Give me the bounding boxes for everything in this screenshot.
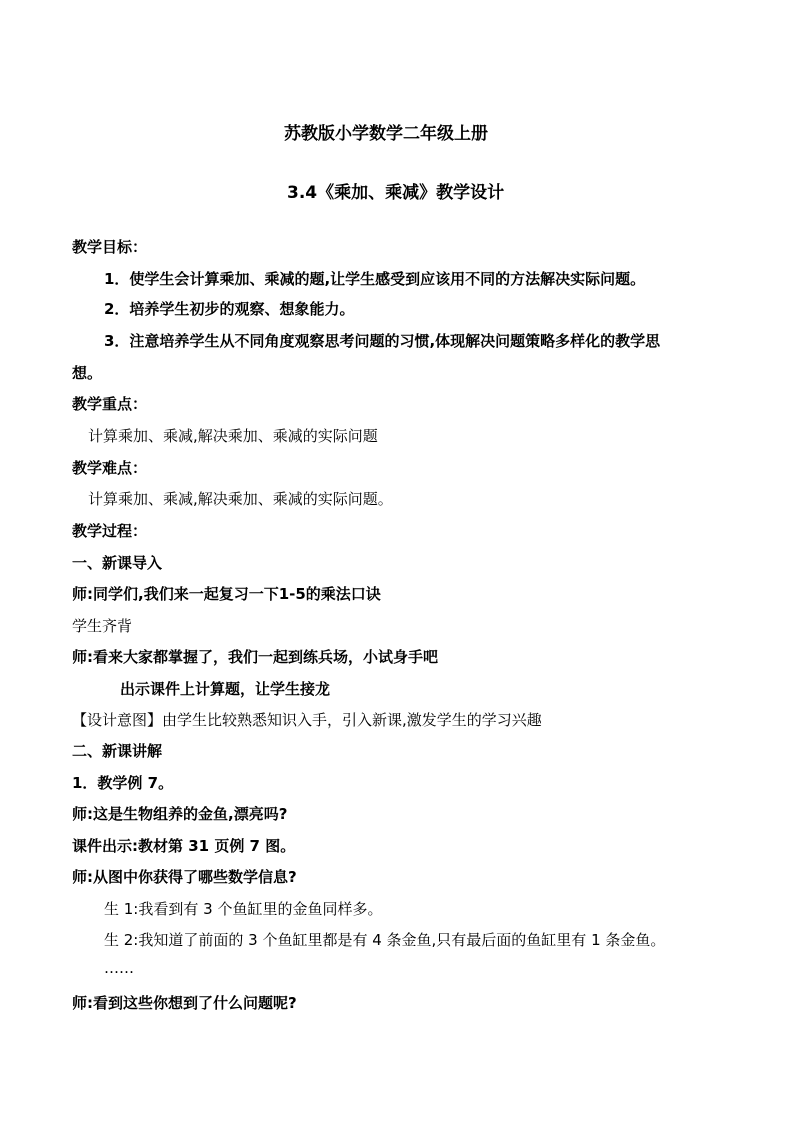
teacher-line-3: 师:这是生物组养的金鱼,漂亮吗?	[72, 805, 288, 823]
document-title: 苏教版小学数学二年级上册	[284, 124, 488, 144]
process-heading: 教学过程：	[72, 522, 148, 540]
courseware-display: 课件出示:教材第 31 页例 7 图。	[72, 837, 296, 855]
student-answer-1: 生 1:我看到有 3 个鱼缸里的金鱼同样多。	[104, 900, 383, 918]
key-points-text: 计算乘加、乘减,解决乘加、乘减的实际问题	[88, 427, 378, 445]
lesson-title: 3.4《乘加、乘减》教学设计	[287, 183, 505, 203]
difficult-points-text: 计算乘加、乘减,解决乘加、乘减的实际问题。	[88, 490, 393, 508]
goal-3-continued: 想。	[72, 364, 103, 382]
student-answer-2: 生 2:我知道了前面的 3 个鱼缸里都是有 4 条金鱼,只有最后面的鱼缸里有 1 条金鱼。	[104, 931, 666, 949]
design-intent: 【设计意图】由学生比较熟悉知识入手，引入新课,激发学生的学习兴趣	[72, 711, 542, 729]
teacher-line-4: 师:从图中你获得了哪些数学信息?	[72, 868, 297, 886]
goals-heading: 教学目标：	[72, 238, 148, 256]
courseware-note: 出示课件上计算题，让学生接龙	[120, 680, 331, 698]
goal-1: 1．使学生会计算乘加、乘减的题,让学生感受到应该用不同的方法解决实际问题。	[104, 270, 646, 288]
goal-2: 2．培养学生初步的观察、想象能力。	[104, 300, 355, 318]
section-2-heading: 二、新课讲解	[72, 742, 163, 760]
example-7-heading: 1．教学例 7。	[72, 774, 174, 792]
ellipsis: ……	[104, 959, 134, 977]
section-1-heading: 一、新课导入	[72, 554, 163, 572]
teacher-line-5: 师:看到这些你想到了什么问题呢?	[72, 994, 297, 1012]
goal-3: 3．注意培养学生从不同角度观察思考问题的习惯,体现解决问题策略多样化的教学思	[104, 332, 661, 350]
teacher-line-2: 师:看来大家都掌握了，我们一起到练兵场，小试身手吧	[72, 648, 439, 666]
key-points-heading: 教学重点：	[72, 395, 148, 413]
difficult-points-heading: 教学难点：	[72, 459, 148, 477]
teacher-line-1: 师:同学们,我们来一起复习一下1-5的乘法口诀	[72, 585, 381, 603]
student-line-1: 学生齐背	[72, 617, 133, 635]
